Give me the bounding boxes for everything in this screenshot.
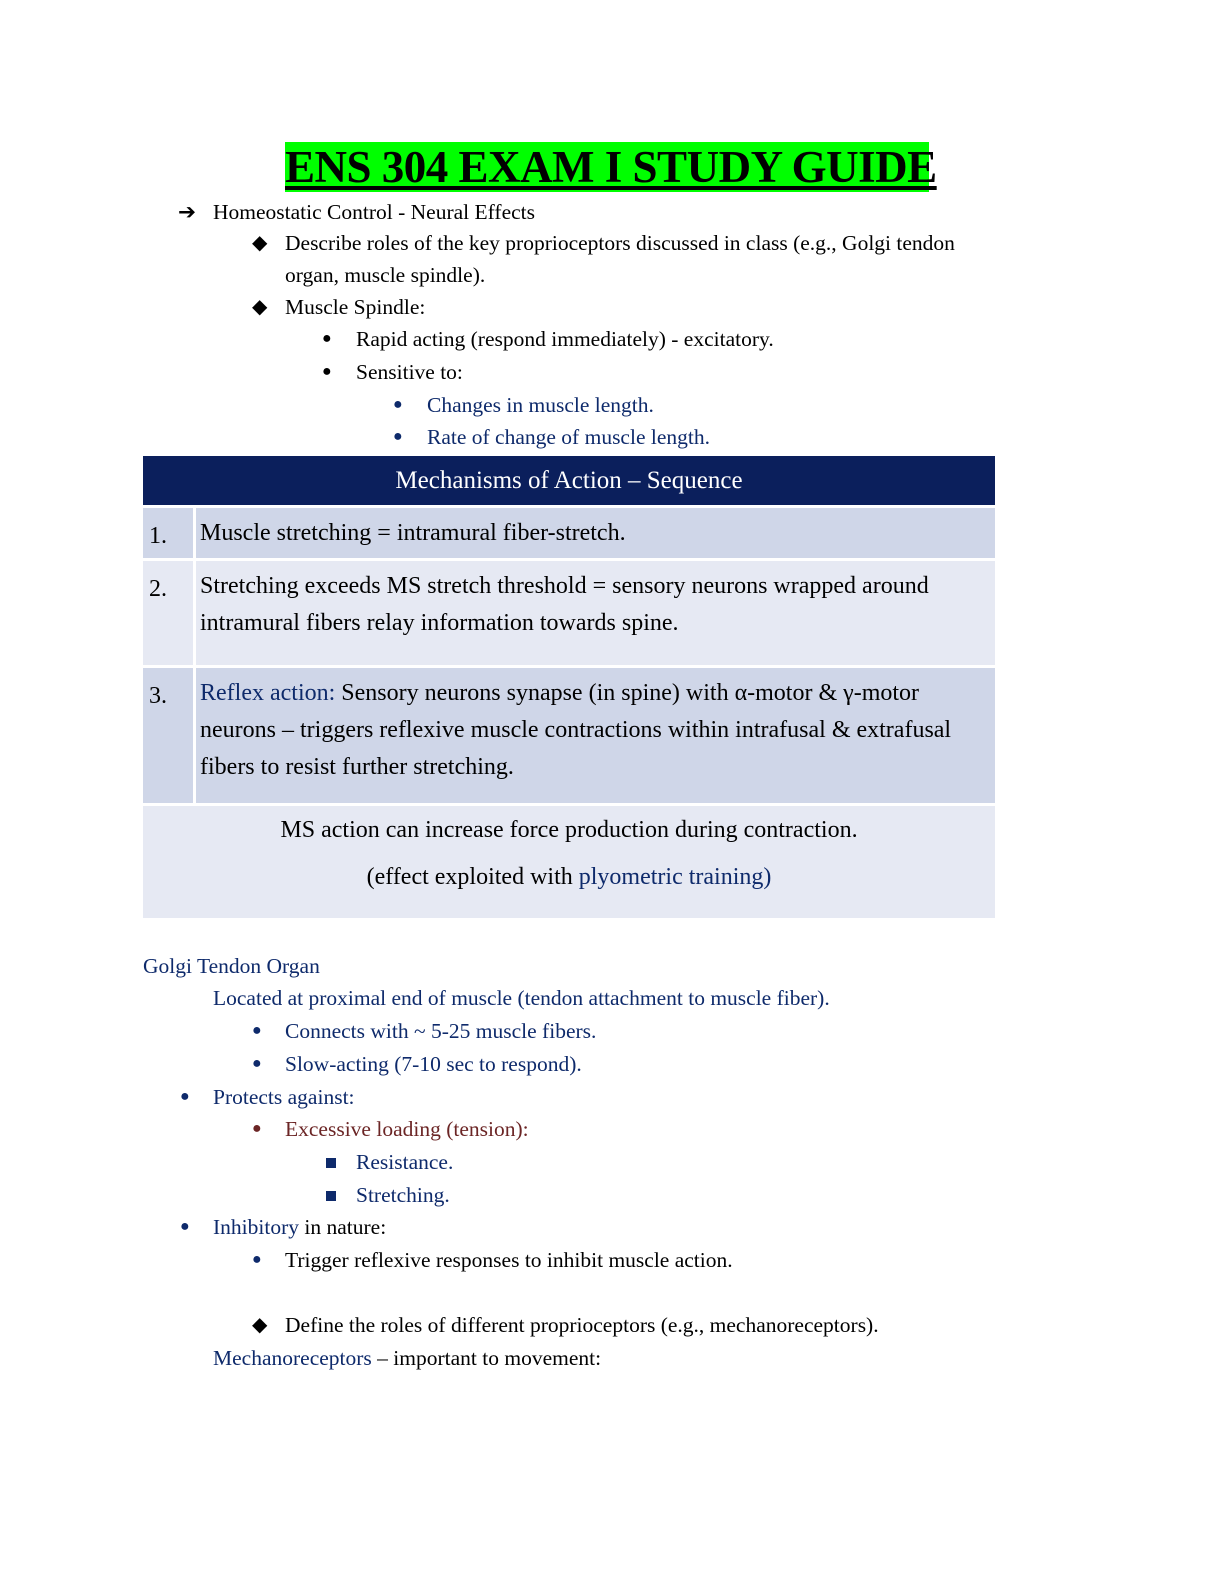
table-header: Mechanisms of Action – Sequence [143,456,995,505]
row-number: 3. [149,683,167,709]
table-row [143,668,995,803]
table-row [143,508,995,558]
objective-1-line-1: Describe roles of the key proprioceptors discussed in class (e.g., Golgi tendon [285,231,955,255]
loading-type: Stretching. [356,1183,450,1207]
mechanoreceptors-term: Mechanoreceptors [213,1346,372,1370]
footer-line-1: MS action can increase force production during contraction. [280,817,858,843]
inhibitory-detail: Trigger reflexive responses to inhibit muscle action. [285,1248,733,1272]
row-number: 1. [149,523,167,549]
spindle-item: Rapid acting (respond immediately) - excitatory. [356,327,774,351]
bullet-icon: ● [252,1251,262,1268]
gto-fact: Slow-acting (7-10 sec to respond). [285,1052,582,1076]
table-row [143,561,995,665]
objective-2: Define the roles of different proprioceptors (e.g., mechanoreceptors). [285,1313,879,1337]
footer-line-2: (effect exploited with plyometric training) [366,864,772,890]
arrow-icon: ➔ [178,200,197,224]
plyometric-training-term: plyometric training [578,864,764,890]
table-footer [143,806,995,918]
objective-1-line-2: organ, muscle spindle). [285,263,486,287]
bullet-icon: ● [252,1120,262,1137]
mechanoreceptors-line: Mechanoreceptors – important to movement: [213,1346,602,1370]
diamond-bullet-icon: ◆ [252,1314,268,1336]
excessive-loading: Excessive loading (tension): [285,1117,529,1141]
bullet-icon: ● [180,1088,190,1105]
bullet-icon: ● [393,396,403,413]
diamond-bullet-icon: ◆ [252,296,268,318]
row-text: Stretching exceeds MS stretch threshold = sensory neurons wrapped around intramural fibers relay information towards spine. [200,573,929,636]
gto-fact: Connects with ~ 5-25 muscle fibers. [285,1019,597,1043]
loading-type: Resistance. [356,1150,454,1174]
sensitive-item: Rate of change of muscle length. [427,425,710,449]
protects-label: Protects against: [213,1085,355,1109]
square-bullet-icon [326,1158,336,1168]
bullet-icon: ● [322,363,332,380]
bullet-icon: ● [322,330,332,347]
square-bullet-icon [326,1191,336,1201]
bullet-icon: ● [393,428,403,445]
bullet-icon: ● [180,1218,190,1235]
muscle-spindle-label: Muscle Spindle: [285,295,426,319]
row-text: Muscle stretching = intramural fiber-stretch. [200,520,626,546]
gto-location: Located at proximal end of muscle (tendon attachment to muscle fiber). [213,986,830,1010]
reflex-action-label: Reflex action: [200,680,336,706]
inhibitory-line: Inhibitory in nature: [213,1215,387,1239]
row-number: 2. [149,576,167,602]
row-text: Reflex action: Sensory neurons synapse (in spine) with α-motor & γ-motor neurons – triggers reflexive muscle contractions within intrafusal & extrafusal fibers to resist further stretching. [200,680,952,780]
section-heading: Homeostatic Control - Neural Effects [213,200,536,224]
gto-heading: Golgi Tendon Organ [143,954,320,978]
page-title: ENS 304 EXAM I STUDY GUIDE [285,142,937,192]
bullet-icon: ● [252,1022,262,1039]
diamond-bullet-icon: ◆ [252,232,268,254]
inhibitory-term: Inhibitory [213,1215,299,1239]
sensitive-item: Changes in muscle length. [427,393,654,417]
spindle-item: Sensitive to: [356,360,463,384]
bullet-icon: ● [252,1055,262,1072]
